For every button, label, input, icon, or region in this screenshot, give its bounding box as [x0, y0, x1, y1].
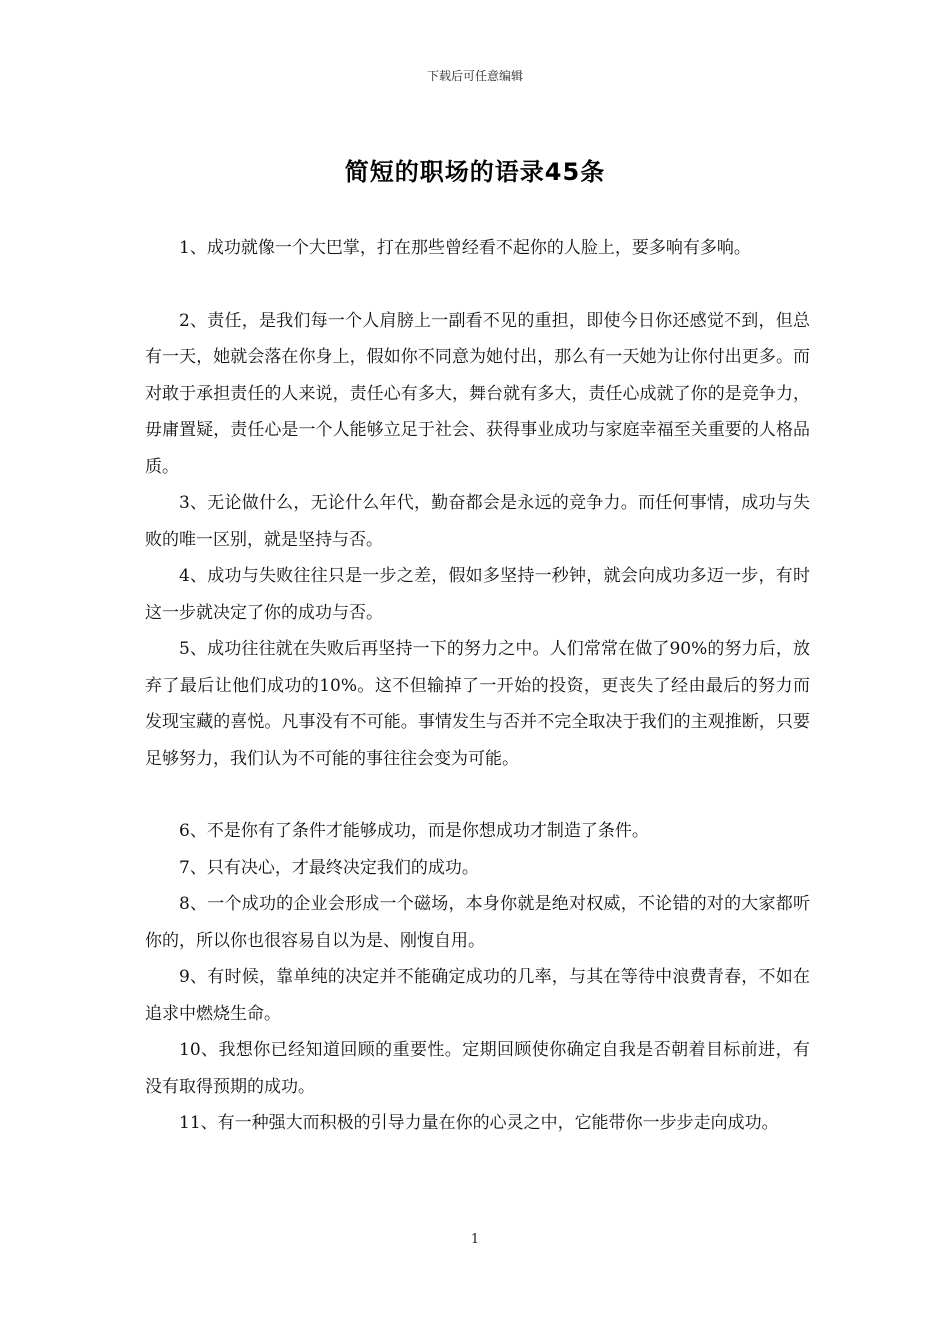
quote-paragraph-4: 4、成功与失败往往只是一步之差，假如多坚持一秒钟，就会向成功多迈一步，有时这一步就决定了你的成功与否。	[145, 566, 810, 623]
quote-paragraph-5: 5、成功往往就在失败后再坚持一下的努力之中。人们常常在做了90%的努力后，放弃了最后让他们成功的10%。这不但输掉了一开始的投资，更丧失了经由最后的努力而发现宝藏的喜悦。凡事没有不可能。事情发生与否并不完全取决于我们的主观推断，只要足够努力，我们认为不可能的事往往会变为可能。	[145, 639, 810, 769]
quote-paragraph-10: 10、我想你已经知道回顾的重要性。定期回顾使你确定自我是否朝着目标前进，有没有取得预期的成功。	[145, 1040, 810, 1097]
document-title: 简短的职场的语录45条	[344, 158, 606, 186]
page-number: 1	[470, 1232, 480, 1247]
quote-paragraph-1: 1、成功就像一个大巴掌，打在那些曾经看不起你的人脸上，要多响有多响。	[179, 238, 751, 258]
page-header-note: 下载后可任意编辑	[426, 69, 523, 83]
quote-paragraph-2: 2、责任，是我们每一个人肩膀上一副看不见的重担，即使今日你还感觉不到，但总有一天，她就会落在你身上，假如你不同意为她付出，那么有一天她为让你付出更多。而对敢于承担责任的人来说，责任心有多大，舞台就有多大，责任心成就了你的是竞争力，毋庸置疑，责任心是一个人能够立足于社会、获得事业成功与家庭幸福至关重要的人格品质。	[145, 310, 810, 477]
quote-paragraph-8: 8、一个成功的企业会形成一个磁场，本身你就是绝对权威，不论错的对的大家都听你的，所以你也很容易自以为是、刚愎自用。	[145, 894, 810, 951]
quote-paragraph-11: 11、有一种强大而积极的引导力量在你的心灵之中，它能带你一步步走向成功。	[179, 1113, 779, 1133]
quote-paragraph-7: 7、只有决心，才最终决定我们的成功。	[179, 857, 479, 878]
quote-paragraph-3: 3、无论做什么，无论什么年代，勤奋都会是永远的竞争力。而任何事情，成功与失败的唯一区别，就是坚持与否。	[145, 493, 810, 550]
document-body	[145, 230, 810, 1142]
quote-paragraph-9: 9、有时候，靠单纯的决定并不能确定成功的几率，与其在等待中浪费青春，不如在追求中燃烧生命。	[145, 967, 810, 1024]
quote-paragraph-6: 6、不是你有了条件才能够成功，而是你想成功才制造了条件。	[179, 821, 649, 841]
